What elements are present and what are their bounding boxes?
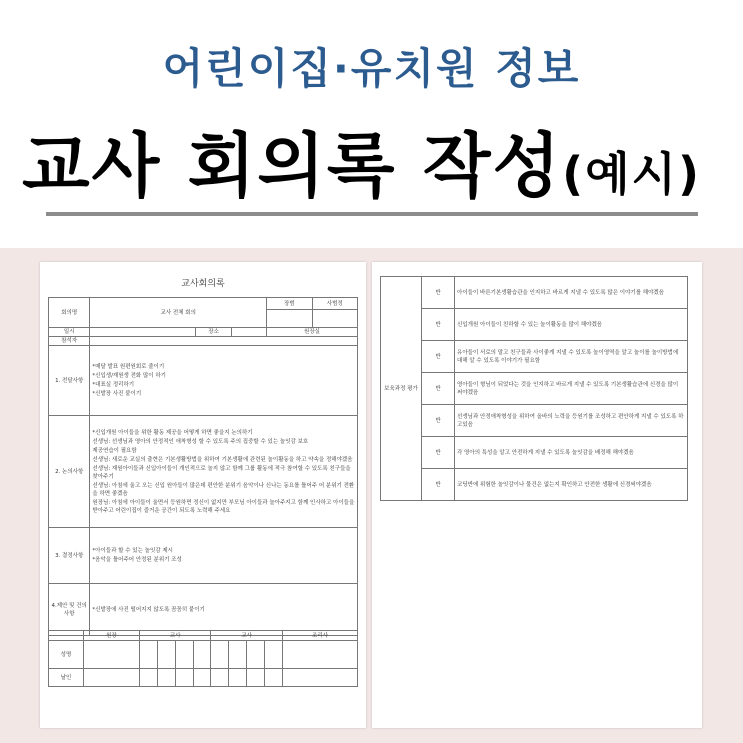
section-content: *매달 발표 원편원회로 줄이기 *신입생/재원생 전화 많이 하기 *대표실 정리하기 *신발장 사진 붙이기 [90,346,358,416]
col-teacher: 사범정 [312,298,358,310]
date-label: 일시 [49,328,90,337]
evaluation-text: 영아들이 형님이 되었다는 것을 인지하고 바르게 지낼 수 있도록 기본생활습관에 신경을 많이 써야겠음 [455,373,688,405]
class-label: 반 [422,373,455,405]
sign-header: 교사 [139,631,211,641]
evaluation-table [380,276,688,501]
sign-seal-label: 날인 [49,669,84,687]
evaluation-text: 유아들이 서로의 말고 친구들과 사이좋게 지낼 수 있도록 놀이영역을 알고 놀이를 놀이방법에 대해 알 수 있도록 이야기가 필요함 [455,341,688,373]
evaluation-text: 선생님과 안정애착형성을 위하여 올바의 노력을 등원기를 조성하고 편안하게 지낼 수 있도록 하고있음 [455,405,688,437]
meeting-minutes-page-1 [40,262,366,728]
section-label: 4.제안 및 건의사항 [49,584,90,636]
banner-subtitle: 어린이집·유치원 정보 [162,44,581,93]
class-label: 반 [422,277,455,309]
header-banner [0,0,743,248]
director-label: 원장실 [267,328,358,337]
banner-title-suffix: (예시) [562,147,702,201]
banner-title-main: 교사 회의록 작성 [22,125,563,207]
section-content: *신입개원 아이들을 위한 활동 제공을 어떻게 하면 좋을지 논의하기 선생님: 선생님과 영아의 안정적인 애착형성 할 수 있도록 주의 집중할 수 있는 놀잇감 보호 제공연습이 필요함 선생님: 새로운 교실의 출현은 기본생활방법을 위하여 기본생활에 관련된 놀이활동을 하고 약속을 정해야겠음 선생님: 재원아이들과 신입아이들이 개인적으로 놀지 않고 함께 그룹 활동에 적극 참여할 수 있도록 친구들을 찾아주기 선생님: 아침에 울고 오는 신입 원아들이 많은데 편안한 분위기 음악이나 신나는 동요를 틀어주 어 분위기 전환을 하면 좋겠음 원장님: 아침에 아이들이 울면서 등원하면 정신이 없지만 부모님 아이들과 놀아주지고 함께 인사하고 아이들을 받아주고 어린이집이 즐거운 공간이 되도록 노력해 주세요 [90,416,358,528]
sign-header: 교사 [211,631,283,641]
meeting-label: 회의명 [49,298,90,328]
sign-name-label: 성명 [49,641,84,669]
evaluation-text: 아이들이 바른기본생활습관을 인지하고 바르게 지낼 수 있도록 많은 이야기를 해야겠음 [455,277,688,309]
col-lead: 장범 [267,298,312,310]
class-label: 반 [422,405,455,437]
evaluation-text: 각 영아의 특성을 알고 안전하게 지낼 수 있도록 놀잇감을 배정해 해야겠음 [455,437,688,469]
section-label: 2. 논의사항 [49,416,90,528]
minutes-table [48,297,358,636]
doc-title: 교사회의록 [181,279,225,289]
sign-header: 원장 [84,631,140,641]
section-content: *아이들과 할 수 있는 놀잇감 제시 *음악을 틀어주어 안정된 분위기 조성 [90,528,358,584]
class-label: 반 [422,309,455,341]
header-divider [46,212,698,216]
meeting-value: 교사 전체 회의 [90,298,267,328]
section-label: 3. 결정사항 [49,528,90,584]
class-label: 반 [422,469,455,501]
class-label: 반 [422,437,455,469]
section-label: 1. 전달사항 [49,346,90,416]
sign-header: 조리사 [282,631,357,641]
evaluation-text: 신입개원 아이들이 친하할 수 있는 놀이활동을 많이 해야겠음 [455,309,688,341]
signature-table [48,630,358,687]
place-label: 장소 [196,328,231,337]
section-content: *신발장에 사진 떨어지지 않도록 꼼꼼히 붙이기 [90,584,358,636]
class-label: 반 [422,341,455,373]
evaluation-side-label: 보육과정 평가 [381,277,422,501]
evaluation-text: 코딩반에 위험한 놀잇감이나 물건은 없는지 확인하고 안전한 생활에 신경써야겠음 [455,469,688,501]
meeting-minutes-page-2 [372,262,702,728]
banner-title [22,110,742,211]
attendee-label: 참석자 [49,337,90,346]
